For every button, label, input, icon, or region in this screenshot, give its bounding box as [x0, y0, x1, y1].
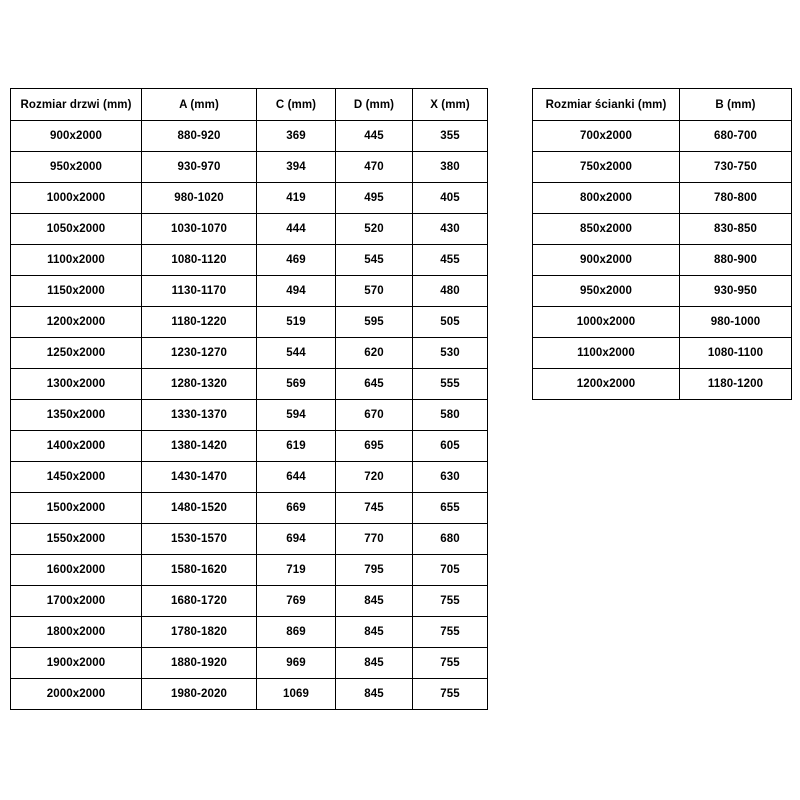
cell-a: 1780-1820: [142, 617, 257, 648]
cell-d: 845: [336, 617, 413, 648]
column-header-d: D (mm): [336, 89, 413, 121]
cell-c: 869: [257, 617, 336, 648]
cell-d: 445: [336, 121, 413, 152]
cell-a: 1180-1220: [142, 307, 257, 338]
cell-door-size: 1450x2000: [11, 462, 142, 493]
column-header-c: C (mm): [257, 89, 336, 121]
table-row: [533, 338, 792, 369]
cell-c: 519: [257, 307, 336, 338]
cell-door-size: 950x2000: [11, 152, 142, 183]
cell-x: 380: [413, 152, 488, 183]
column-header-b: B (mm): [680, 89, 792, 121]
cell-door-size: 1250x2000: [11, 338, 142, 369]
cell-door-size: 2000x2000: [11, 679, 142, 710]
table-row: [11, 617, 488, 648]
cell-wall-size: 1000x2000: [533, 307, 680, 338]
cell-d: 695: [336, 431, 413, 462]
cell-a: 1580-1620: [142, 555, 257, 586]
cell-d: 745: [336, 493, 413, 524]
cell-door-size: 1000x2000: [11, 183, 142, 214]
column-header-wall-size: Rozmiar ścianki (mm): [533, 89, 680, 121]
wall-panel-size-specification-table: [532, 88, 792, 400]
cell-door-size: 1900x2000: [11, 648, 142, 679]
table-row: [11, 338, 488, 369]
cell-d: 720: [336, 462, 413, 493]
table-row: [11, 152, 488, 183]
cell-d: 495: [336, 183, 413, 214]
cell-d: 470: [336, 152, 413, 183]
column-header-a: A (mm): [142, 89, 257, 121]
cell-door-size: 1700x2000: [11, 586, 142, 617]
cell-wall-size: 850x2000: [533, 214, 680, 245]
cell-door-size: 900x2000: [11, 121, 142, 152]
table-row: [11, 121, 488, 152]
cell-door-size: 1350x2000: [11, 400, 142, 431]
cell-x: 505: [413, 307, 488, 338]
cell-b: 930-950: [680, 276, 792, 307]
table-row: [11, 462, 488, 493]
cell-door-size: 1100x2000: [11, 245, 142, 276]
cell-x: 355: [413, 121, 488, 152]
cell-c: 594: [257, 400, 336, 431]
cell-c: 444: [257, 214, 336, 245]
cell-c: 469: [257, 245, 336, 276]
cell-b: 1080-1100: [680, 338, 792, 369]
table-row: [11, 369, 488, 400]
cell-a: 880-920: [142, 121, 257, 152]
cell-d: 845: [336, 679, 413, 710]
cell-x: 480: [413, 276, 488, 307]
cell-c: 494: [257, 276, 336, 307]
cell-x: 755: [413, 617, 488, 648]
cell-b: 780-800: [680, 183, 792, 214]
cell-c: 569: [257, 369, 336, 400]
table-row: [533, 245, 792, 276]
cell-d: 845: [336, 648, 413, 679]
cell-c: 369: [257, 121, 336, 152]
cell-a: 1980-2020: [142, 679, 257, 710]
cell-wall-size: 1100x2000: [533, 338, 680, 369]
cell-x: 455: [413, 245, 488, 276]
cell-wall-size: 800x2000: [533, 183, 680, 214]
cell-x: 630: [413, 462, 488, 493]
cell-a: 1080-1120: [142, 245, 257, 276]
cell-a: 1530-1570: [142, 524, 257, 555]
table-row: [533, 369, 792, 400]
cell-x: 530: [413, 338, 488, 369]
cell-door-size: 1550x2000: [11, 524, 142, 555]
table-row: [533, 183, 792, 214]
cell-wall-size: 700x2000: [533, 121, 680, 152]
table-row: [533, 121, 792, 152]
cell-door-size: 1150x2000: [11, 276, 142, 307]
cell-a: 1330-1370: [142, 400, 257, 431]
cell-b: 680-700: [680, 121, 792, 152]
cell-b: 880-900: [680, 245, 792, 276]
cell-door-size: 1300x2000: [11, 369, 142, 400]
table-row: [11, 648, 488, 679]
cell-d: 770: [336, 524, 413, 555]
cell-d: 570: [336, 276, 413, 307]
table-row: [11, 400, 488, 431]
cell-c: 394: [257, 152, 336, 183]
cell-c: 1069: [257, 679, 336, 710]
cell-c: 544: [257, 338, 336, 369]
table-row: [533, 307, 792, 338]
cell-c: 419: [257, 183, 336, 214]
cell-a: 1480-1520: [142, 493, 257, 524]
table-row: [11, 679, 488, 710]
table-row: [11, 183, 488, 214]
cell-x: 555: [413, 369, 488, 400]
table-row: [11, 555, 488, 586]
cell-c: 719: [257, 555, 336, 586]
cell-a: 1880-1920: [142, 648, 257, 679]
cell-b: 730-750: [680, 152, 792, 183]
cell-a: 1030-1070: [142, 214, 257, 245]
cell-c: 769: [257, 586, 336, 617]
table-row: [11, 214, 488, 245]
door-size-specification-table: [10, 88, 488, 710]
cell-c: 644: [257, 462, 336, 493]
table-row: [11, 524, 488, 555]
cell-c: 669: [257, 493, 336, 524]
cell-c: 694: [257, 524, 336, 555]
cell-a: 1280-1320: [142, 369, 257, 400]
table-row: [11, 276, 488, 307]
cell-x: 680: [413, 524, 488, 555]
table-row: [11, 431, 488, 462]
cell-a: 980-1020: [142, 183, 257, 214]
cell-door-size: 1600x2000: [11, 555, 142, 586]
cell-wall-size: 1200x2000: [533, 369, 680, 400]
cell-a: 1130-1170: [142, 276, 257, 307]
cell-door-size: 1050x2000: [11, 214, 142, 245]
table-row: [533, 214, 792, 245]
cell-b: 980-1000: [680, 307, 792, 338]
cell-x: 605: [413, 431, 488, 462]
cell-d: 670: [336, 400, 413, 431]
cell-x: 755: [413, 679, 488, 710]
table-row: [11, 245, 488, 276]
table-row: [533, 276, 792, 307]
cell-x: 405: [413, 183, 488, 214]
column-header-x: X (mm): [413, 89, 488, 121]
cell-a: 1430-1470: [142, 462, 257, 493]
column-header-door-size: Rozmiar drzwi (mm): [11, 89, 142, 121]
cell-wall-size: 750x2000: [533, 152, 680, 183]
table-row: [11, 493, 488, 524]
cell-d: 520: [336, 214, 413, 245]
cell-d: 595: [336, 307, 413, 338]
cell-x: 705: [413, 555, 488, 586]
cell-d: 620: [336, 338, 413, 369]
table-row: [11, 586, 488, 617]
cell-door-size: 1400x2000: [11, 431, 142, 462]
cell-x: 755: [413, 648, 488, 679]
cell-a: 1680-1720: [142, 586, 257, 617]
cell-d: 845: [336, 586, 413, 617]
table-header-row: [533, 89, 792, 121]
cell-door-size: 1800x2000: [11, 617, 142, 648]
cell-a: 1380-1420: [142, 431, 257, 462]
table-row: [11, 307, 488, 338]
table-header-row: [11, 89, 488, 121]
cell-door-size: 1500x2000: [11, 493, 142, 524]
cell-d: 545: [336, 245, 413, 276]
cell-b: 830-850: [680, 214, 792, 245]
cell-d: 645: [336, 369, 413, 400]
cell-b: 1180-1200: [680, 369, 792, 400]
table-row: [533, 152, 792, 183]
cell-d: 795: [336, 555, 413, 586]
cell-wall-size: 950x2000: [533, 276, 680, 307]
cell-x: 655: [413, 493, 488, 524]
cell-x: 580: [413, 400, 488, 431]
cell-door-size: 1200x2000: [11, 307, 142, 338]
cell-wall-size: 900x2000: [533, 245, 680, 276]
cell-a: 1230-1270: [142, 338, 257, 369]
cell-a: 930-970: [142, 152, 257, 183]
cell-x: 430: [413, 214, 488, 245]
cell-c: 619: [257, 431, 336, 462]
cell-c: 969: [257, 648, 336, 679]
cell-x: 755: [413, 586, 488, 617]
